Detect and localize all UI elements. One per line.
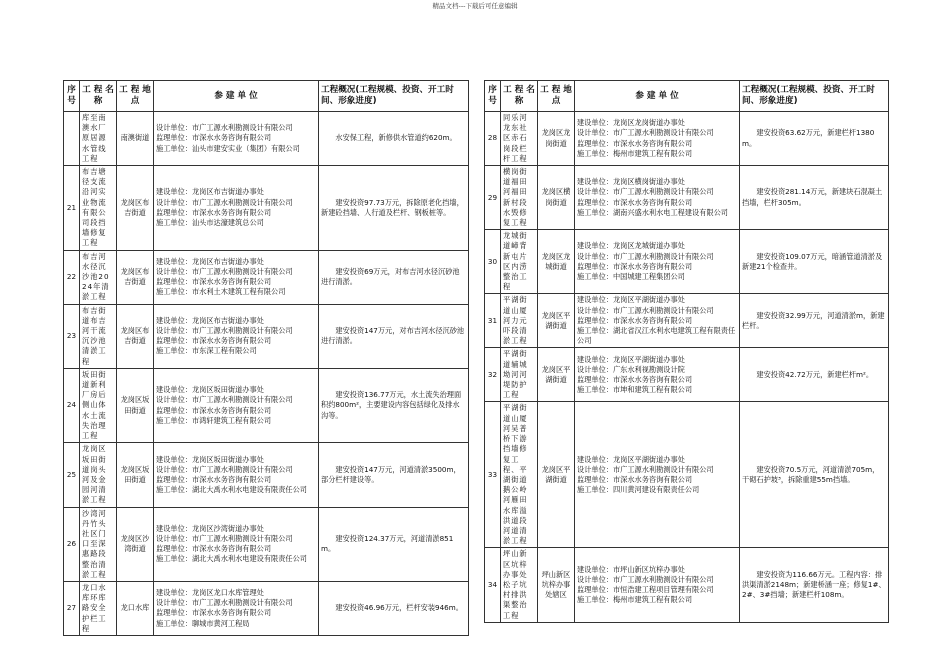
unit-line: 施工单位：汕头市达濠建筑总公司 (156, 218, 264, 228)
project-overview: 建安投资147万元，对布吉河水径沉砂池进行清淤。 (319, 304, 469, 368)
unit-line: 建设单位：龙岗区布吉街道办事处 (156, 256, 264, 266)
project-name: 横岗街道福田河福田新村段水毁修复工程 (501, 166, 538, 230)
participating-units (154, 112, 319, 166)
project-overview: 建安投资124.37万元，河道清淤851m。 (319, 507, 469, 581)
unit-line: 设计单位：市广工源水利勘测设计有限公司 (156, 123, 293, 133)
participating-units (154, 304, 319, 368)
project-name: 坂田街道新利厂房后侧山体水土流失治理工程 (80, 368, 117, 442)
unit-line: 设计单位：市广工源水利勘测设计有限公司 (156, 395, 293, 405)
unit-line: 建设单位：龙岗区布吉街道办事处 (156, 187, 264, 197)
table-row (64, 507, 469, 581)
unit-line: 施工单位：市鸿轩建筑工程有限公司 (156, 415, 272, 425)
participating-units (575, 294, 740, 348)
row-number: 33 (485, 402, 501, 548)
participating-units (575, 402, 740, 548)
table-row (485, 548, 889, 622)
unit-line: 建设单位：龙岗区平湖街道办事处 (577, 295, 685, 305)
unit-line: 监理单位：市深水水务咨询有限公司 (577, 474, 693, 484)
project-site: 龙岗区布吉街道 (117, 250, 154, 304)
unit-line: 施工单位：市水利土木建筑工程有限公司 (156, 287, 286, 297)
col-header-desc: 工程概况(工程规模、投资、开工时间、形象进度) (740, 81, 889, 112)
unit-line: 设计单位：市广工源水利勘测设计有限公司 (156, 464, 293, 474)
unit-line: 监理单位：市深水水务咨询有限公司 (156, 336, 272, 346)
col-header-no: 序号 (485, 81, 501, 112)
project-name: 布吉河水径沉沙池2024年清淤工程 (80, 250, 117, 304)
unit-line: 监理单位：市深水水务咨询有限公司 (156, 405, 272, 415)
table-row (485, 230, 889, 294)
project-site: 龙岗区布吉街道 (117, 304, 154, 368)
unit-line: 施工单位：聊城市黄河工程局 (156, 618, 250, 628)
row-number: 28 (485, 112, 501, 166)
unit-line: 监理单位：市深水水务咨询有限公司 (577, 138, 693, 148)
table-row (485, 112, 889, 166)
row-number: 21 (64, 166, 80, 251)
unit-line: 监理单位：市深水水务咨询有限公司 (577, 197, 693, 207)
unit-line: 建设单位：龙岗区平湖街道办事处 (577, 354, 685, 364)
row-number: 24 (64, 368, 80, 442)
project-site: 龙岗区平湖街道 (538, 294, 575, 348)
participating-units (154, 443, 319, 507)
project-name: 平湖街道山厦河吴普桥下游挡墙修复工程、平湖街道鹅公岭河雁田水库溢洪道段河道清淤工程 (501, 402, 538, 548)
unit-line: 设计单位：市广工源水利勘测设计有限公司 (577, 251, 714, 261)
table-row (64, 368, 469, 442)
unit-line: 建设单位：龙岗区龙口水库管理处 (156, 588, 264, 598)
row-number: 30 (485, 230, 501, 294)
unit-line: 建设单位：龙岗区布吉街道办事处 (156, 315, 264, 325)
project-site: 龙岗区平湖街道 (538, 402, 575, 548)
participating-units (154, 507, 319, 581)
unit-line: 设计单位：市广工源水利勘测设计有限公司 (577, 128, 714, 138)
project-site: 龙岗区坂田街道 (117, 368, 154, 442)
participating-units (154, 166, 319, 251)
project-name: 龙岗区坂田街道岗头河及金园河清淤工程 (80, 443, 117, 507)
project-table-left (63, 80, 469, 636)
project-site: 龙岗区布吉街道 (117, 166, 154, 251)
col-header-units: 参 建 单 位 (575, 81, 740, 112)
unit-line: 施工单位：汕头市建安实业（集团）有限公司 (156, 143, 300, 153)
unit-line: 施工单位：四川黄河建设有限责任公司 (577, 485, 700, 495)
table-row (485, 402, 889, 548)
table-row (485, 166, 889, 230)
table-row (64, 443, 469, 507)
unit-line: 监理单位：市恒浩建工程项目管理有限公司 (577, 585, 714, 595)
project-overview: 建安投资97.73万元，拆除原老化挡墙，新建砼挡墙、人行道及栏杆、钢板桩等。 (319, 166, 469, 251)
row-number: 34 (485, 548, 501, 622)
table-row (485, 348, 889, 402)
unit-line: 施工单位：湖北大禹水利水电建设有限责任公司 (156, 554, 307, 564)
unit-line: 监理单位：市深水水务咨询有限公司 (156, 133, 272, 143)
project-overview: 建安投资为116.66万元。工程内容：排洪渠清淤2148m；新建桥涵一座；修复1#、2#、3#挡墙；新建栏杆108m。 (740, 548, 889, 622)
project-name: 同乐河龙东社区赤石岗段栏杆工程 (501, 112, 538, 166)
participating-units (154, 250, 319, 304)
unit-line: 设计单位：市广工源水利勘测设计有限公司 (577, 305, 714, 315)
unit-line: 监理单位：市深水水务咨询有限公司 (156, 474, 272, 484)
unit-line: 设计单位：市广工源水利勘测设计有限公司 (156, 598, 293, 608)
unit-line: 施工单位：梅州市建筑工程有限公司 (577, 595, 693, 605)
table-row (64, 581, 469, 635)
unit-line: 施工单位：湖南兴盛水利水电工程建设有限公司 (577, 207, 728, 217)
table-row (64, 112, 469, 166)
col-header-desc: 工程概况(工程规模、投资、开工时间、形象进度) (319, 81, 469, 112)
project-name: 平湖街道辅城坳河河堤防护工程 (501, 348, 538, 402)
unit-line: 施工单位：湖北省汉江水利水电建筑工程有限责任公司 (577, 326, 736, 346)
unit-line: 施工单位：梅州市建筑工程有限公司 (577, 148, 693, 158)
unit-line: 建设单位：龙岗区平湖街道办事处 (577, 454, 685, 464)
unit-line: 监理单位：市深水水务咨询有限公司 (577, 374, 693, 384)
unit-line: 建设单位：市坪山新区坑梓办事处 (577, 564, 685, 574)
row-number: 31 (485, 294, 501, 348)
project-name: 平湖街道山厦河力元吓段清淤工程 (501, 294, 538, 348)
project-site: 南澳街道 (117, 112, 154, 166)
project-name: 沙湾河丹竹头社区门口至深惠路段整治清淤工程 (80, 507, 117, 581)
unit-line: 监理单位：市深水水务咨询有限公司 (577, 315, 693, 325)
unit-line: 设计单位：市广工源水利勘测设计有限公司 (577, 464, 714, 474)
unit-line: 设计单位：市广工源水利勘测设计有限公司 (577, 187, 714, 197)
project-name: 布吉塘径支流沿河实业物流有限公司段挡墙修复工程 (80, 166, 117, 251)
unit-line: 监理单位：市深水水务咨询有限公司 (156, 544, 272, 554)
row-number: 23 (64, 304, 80, 368)
project-overview: 建安投资136.77万元，水土流失治理面积约800m²，主要建设内容包括绿化及排水沟等。 (319, 368, 469, 442)
table-row (485, 294, 889, 348)
participating-units (154, 581, 319, 635)
project-table-right (484, 80, 889, 623)
unit-line: 施工单位：湖北大禹水利水电建设有限责任公司 (156, 485, 307, 495)
page-header: 精品文档---下载后可任意编辑 (432, 2, 518, 10)
row-number: 25 (64, 443, 80, 507)
row-number: 27 (64, 581, 80, 635)
unit-line: 监理单位：市深水水务咨询有限公司 (156, 207, 272, 217)
project-site: 龙口水库 (117, 581, 154, 635)
project-name: 龙口水库环库路安全护栏工程 (80, 581, 117, 635)
project-overview: 建安投资70.5万元，河道清淤705m，干砌石护坡³，拆除重建55m挡墙。 (740, 402, 889, 548)
row-number: 29 (485, 166, 501, 230)
table-row (64, 304, 469, 368)
project-site: 龙岗区横岗街道 (538, 166, 575, 230)
project-name: 库至南澳水厂原居源水管线工程 (80, 112, 117, 166)
col-header-no: 序号 (64, 81, 80, 112)
unit-line: 施工单位：市坤和建筑工程有限公司 (577, 385, 693, 395)
project-site: 坪山新区坑梓办事处辖区 (538, 548, 575, 622)
row-number: 32 (485, 348, 501, 402)
project-overview: 建安投资32.99万元，河道清淤m，新建栏杆。 (740, 294, 889, 348)
col-header-units: 参 建 单 位 (154, 81, 319, 112)
unit-line: 监理单位：市深水水务咨询有限公司 (577, 261, 693, 271)
project-overview: 建安投资147万元，河道清淤3500m，部分栏杆建设等。 (319, 443, 469, 507)
participating-units (575, 348, 740, 402)
row-number: 22 (64, 250, 80, 304)
project-name: 坪山新区坑梓办事处松子坑村排洪渠整治工程 (501, 548, 538, 622)
unit-line: 建设单位：龙岗区龙城街道办事处 (577, 241, 685, 251)
unit-line: 设计单位：市广工源水利勘测设计有限公司 (156, 197, 293, 207)
unit-line: 建设单位：龙岗区沙湾街道办事处 (156, 523, 264, 533)
unit-line: 监理单位：市深水水务咨询有限公司 (156, 608, 272, 618)
project-overview: 建安投资63.62万元，新建栏杆1380m。 (740, 112, 889, 166)
participating-units (575, 166, 740, 230)
col-header-site: 工 程 地 点 (117, 81, 154, 112)
unit-line: 建设单位：龙岗区坂田街道办事处 (156, 454, 264, 464)
row-number: 26 (64, 507, 80, 581)
project-overview: 建安投资109.07万元，暗涵管道清淤及新建21个检查井。 (740, 230, 889, 294)
unit-line: 设计单位：广东水利视勘测设计院 (577, 364, 685, 374)
project-overview: 建安投资69万元，对布吉河水径沉砂池进行清淤。 (319, 250, 469, 304)
project-site: 龙岗区平湖街道 (538, 348, 575, 402)
participating-units (575, 230, 740, 294)
col-header-name: 工 程 名 称 (80, 81, 117, 112)
unit-line: 建设单位：龙岗区坂田街道办事处 (156, 385, 264, 395)
unit-line: 监理单位：市深水水务咨询有限公司 (156, 277, 272, 287)
unit-line: 建设单位：龙岗区龙岗街道办事处 (577, 118, 685, 128)
table-header-row (64, 81, 469, 112)
project-site: 龙岗区龙城街道 (538, 230, 575, 294)
unit-line: 设计单位：市广工源水利勘测设计有限公司 (156, 534, 293, 544)
participating-units (154, 368, 319, 442)
table-row (64, 166, 469, 251)
unit-line: 设计单位：市广工源水利勘测设计有限公司 (156, 266, 293, 276)
table-header-row (485, 81, 889, 112)
project-name: 龙城街道嶂背新屯片区内涝整治工程 (501, 230, 538, 294)
project-name: 布吉街道布吉河干流沉沙池清淤工程 (80, 304, 117, 368)
unit-line: 施工单位：市东深工程有限公司 (156, 346, 257, 356)
table-row (64, 250, 469, 304)
project-overview: 建安投资281.14万元，新建块石混凝土挡墙，栏杆305m。 (740, 166, 889, 230)
project-overview: 水安保工程，新修供水管道约620m。 (319, 112, 469, 166)
col-header-name: 工 程 名 称 (501, 81, 538, 112)
unit-line: 建设单位：龙岗区横岗街道办事处 (577, 177, 685, 187)
participating-units (575, 112, 740, 166)
project-site: 龙岗区沙湾街道 (117, 507, 154, 581)
project-site: 龙岗区坂田街道 (117, 443, 154, 507)
col-header-site: 工 程 地 点 (538, 81, 575, 112)
project-overview: 建安投资42.72万元，新建栏杆m²。 (740, 348, 889, 402)
unit-line: 设计单位：市广工源水利勘测设计有限公司 (577, 574, 714, 584)
row-number (64, 112, 80, 166)
project-site: 龙岗区龙岗街道 (538, 112, 575, 166)
unit-line: 施工单位：中国城建工程集团公司 (577, 272, 685, 282)
participating-units (575, 548, 740, 622)
unit-line: 设计单位：市广工源水利勘测设计有限公司 (156, 326, 293, 336)
project-overview: 建安投资46.96万元，栏杆安装946m。 (319, 581, 469, 635)
